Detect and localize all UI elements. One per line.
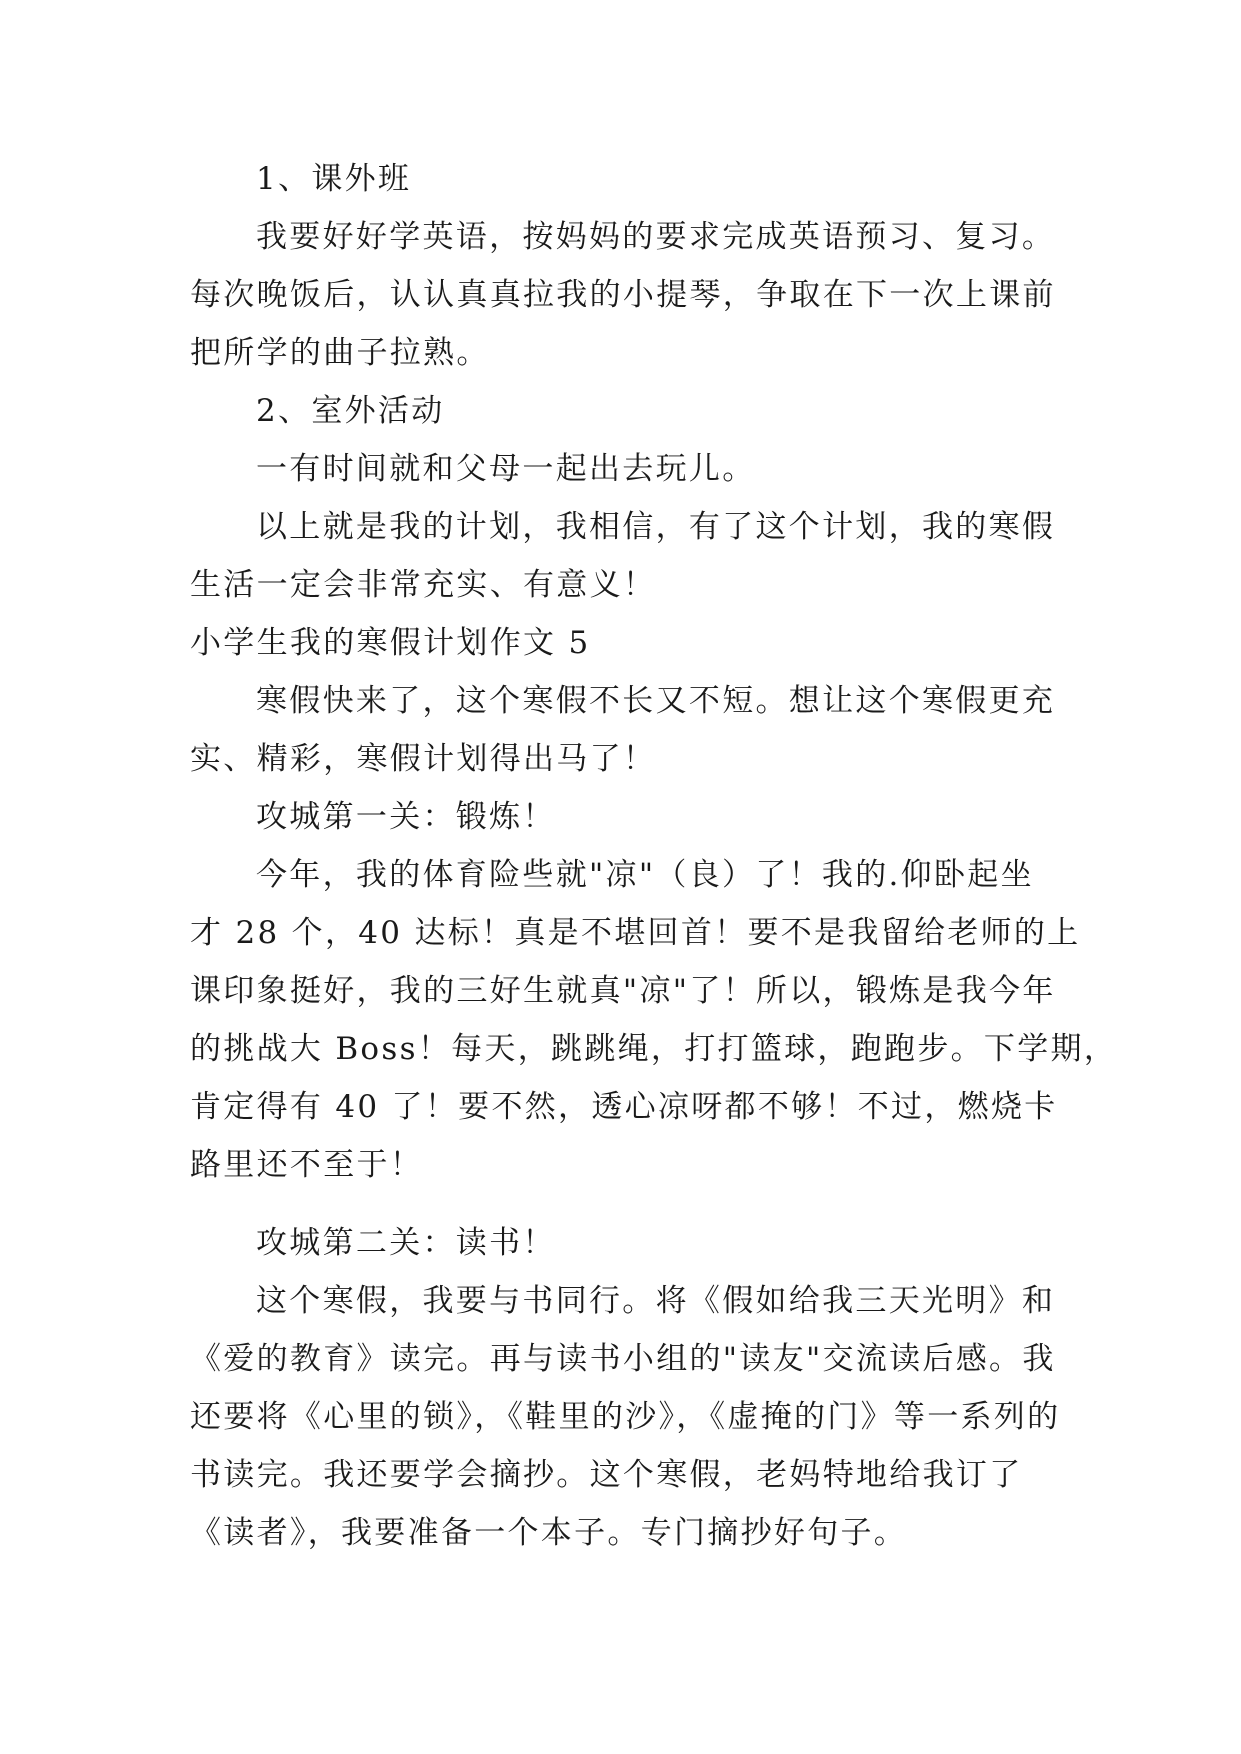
paragraph-line: 这个寒假，我要与书同行。将《假如给我三天光明》和 xyxy=(256,1283,1056,1319)
paragraph-line: 还要将《心里的锁》，《鞋里的沙》，《虚掩的门》等一系列的 xyxy=(190,1399,1061,1435)
article-title: 小学生我的寒假计划作文 5 xyxy=(190,625,591,661)
paragraph-line: 我要好好学英语，按妈妈的要求完成英语预习、复习。 xyxy=(256,219,1056,255)
paragraph-line: 以上就是我的计划，我相信，有了这个计划，我的寒假 xyxy=(256,509,1056,545)
section-heading-exercise: 攻城第一关：锻炼！ xyxy=(256,799,556,835)
paragraph-line: 课印象挺好，我的三好生就真"凉"了！所以，锻炼是我今年 xyxy=(190,973,1056,1009)
paragraph-line: 每次晚饭后，认认真真拉我的小提琴，争取在下一次上课前 xyxy=(190,277,1056,313)
paragraph-line: 一有时间就和父母一起出去玩儿。 xyxy=(256,451,756,487)
document-body xyxy=(190,150,1118,1562)
paragraph-line: 把所学的曲子拉熟。 xyxy=(190,335,490,371)
section-heading-after-school: 1、课外班 xyxy=(256,161,412,197)
paragraph-line: 生活一定会非常充实、有意义！ xyxy=(190,567,657,603)
section-heading-reading: 攻城第二关：读书！ xyxy=(256,1225,556,1261)
paragraph-line: 路里还不至于！ xyxy=(190,1147,424,1183)
section-heading-outdoor: 2、室外活动 xyxy=(256,393,445,429)
paragraph-line: 肯定得有 40 了！要不然，透心凉呀都不够！不过，燃烧卡 xyxy=(190,1089,1058,1125)
paragraph-line: 实、精彩，寒假计划得出马了！ xyxy=(190,741,657,777)
paragraph-line: 的挑战大 Boss！每天，跳跳绳，打打篮球，跑跑步。下学期， xyxy=(190,1031,1118,1067)
paragraph-line: 《爱的教育》读完。再与读书小组的"读友"交流读后感。我 xyxy=(190,1341,1056,1377)
paragraph-line: 今年，我的体育险些就"凉"（良）了！我的.仰卧起坐 xyxy=(256,857,1034,893)
paragraph-line: 才 28 个，40 达标！真是不堪回首！要不是我留给老师的上 xyxy=(190,915,1081,951)
paragraph-line: 《读者》，我要准备一个本子。专门摘抄好句子。 xyxy=(190,1515,908,1551)
paragraph-line: 书读完。我还要学会摘抄。这个寒假，老妈特地给我订了 xyxy=(190,1457,1023,1493)
paragraph-line: 寒假快来了，这个寒假不长又不短。想让这个寒假更充 xyxy=(256,683,1056,719)
paragraph-spacer xyxy=(190,1194,1058,1214)
